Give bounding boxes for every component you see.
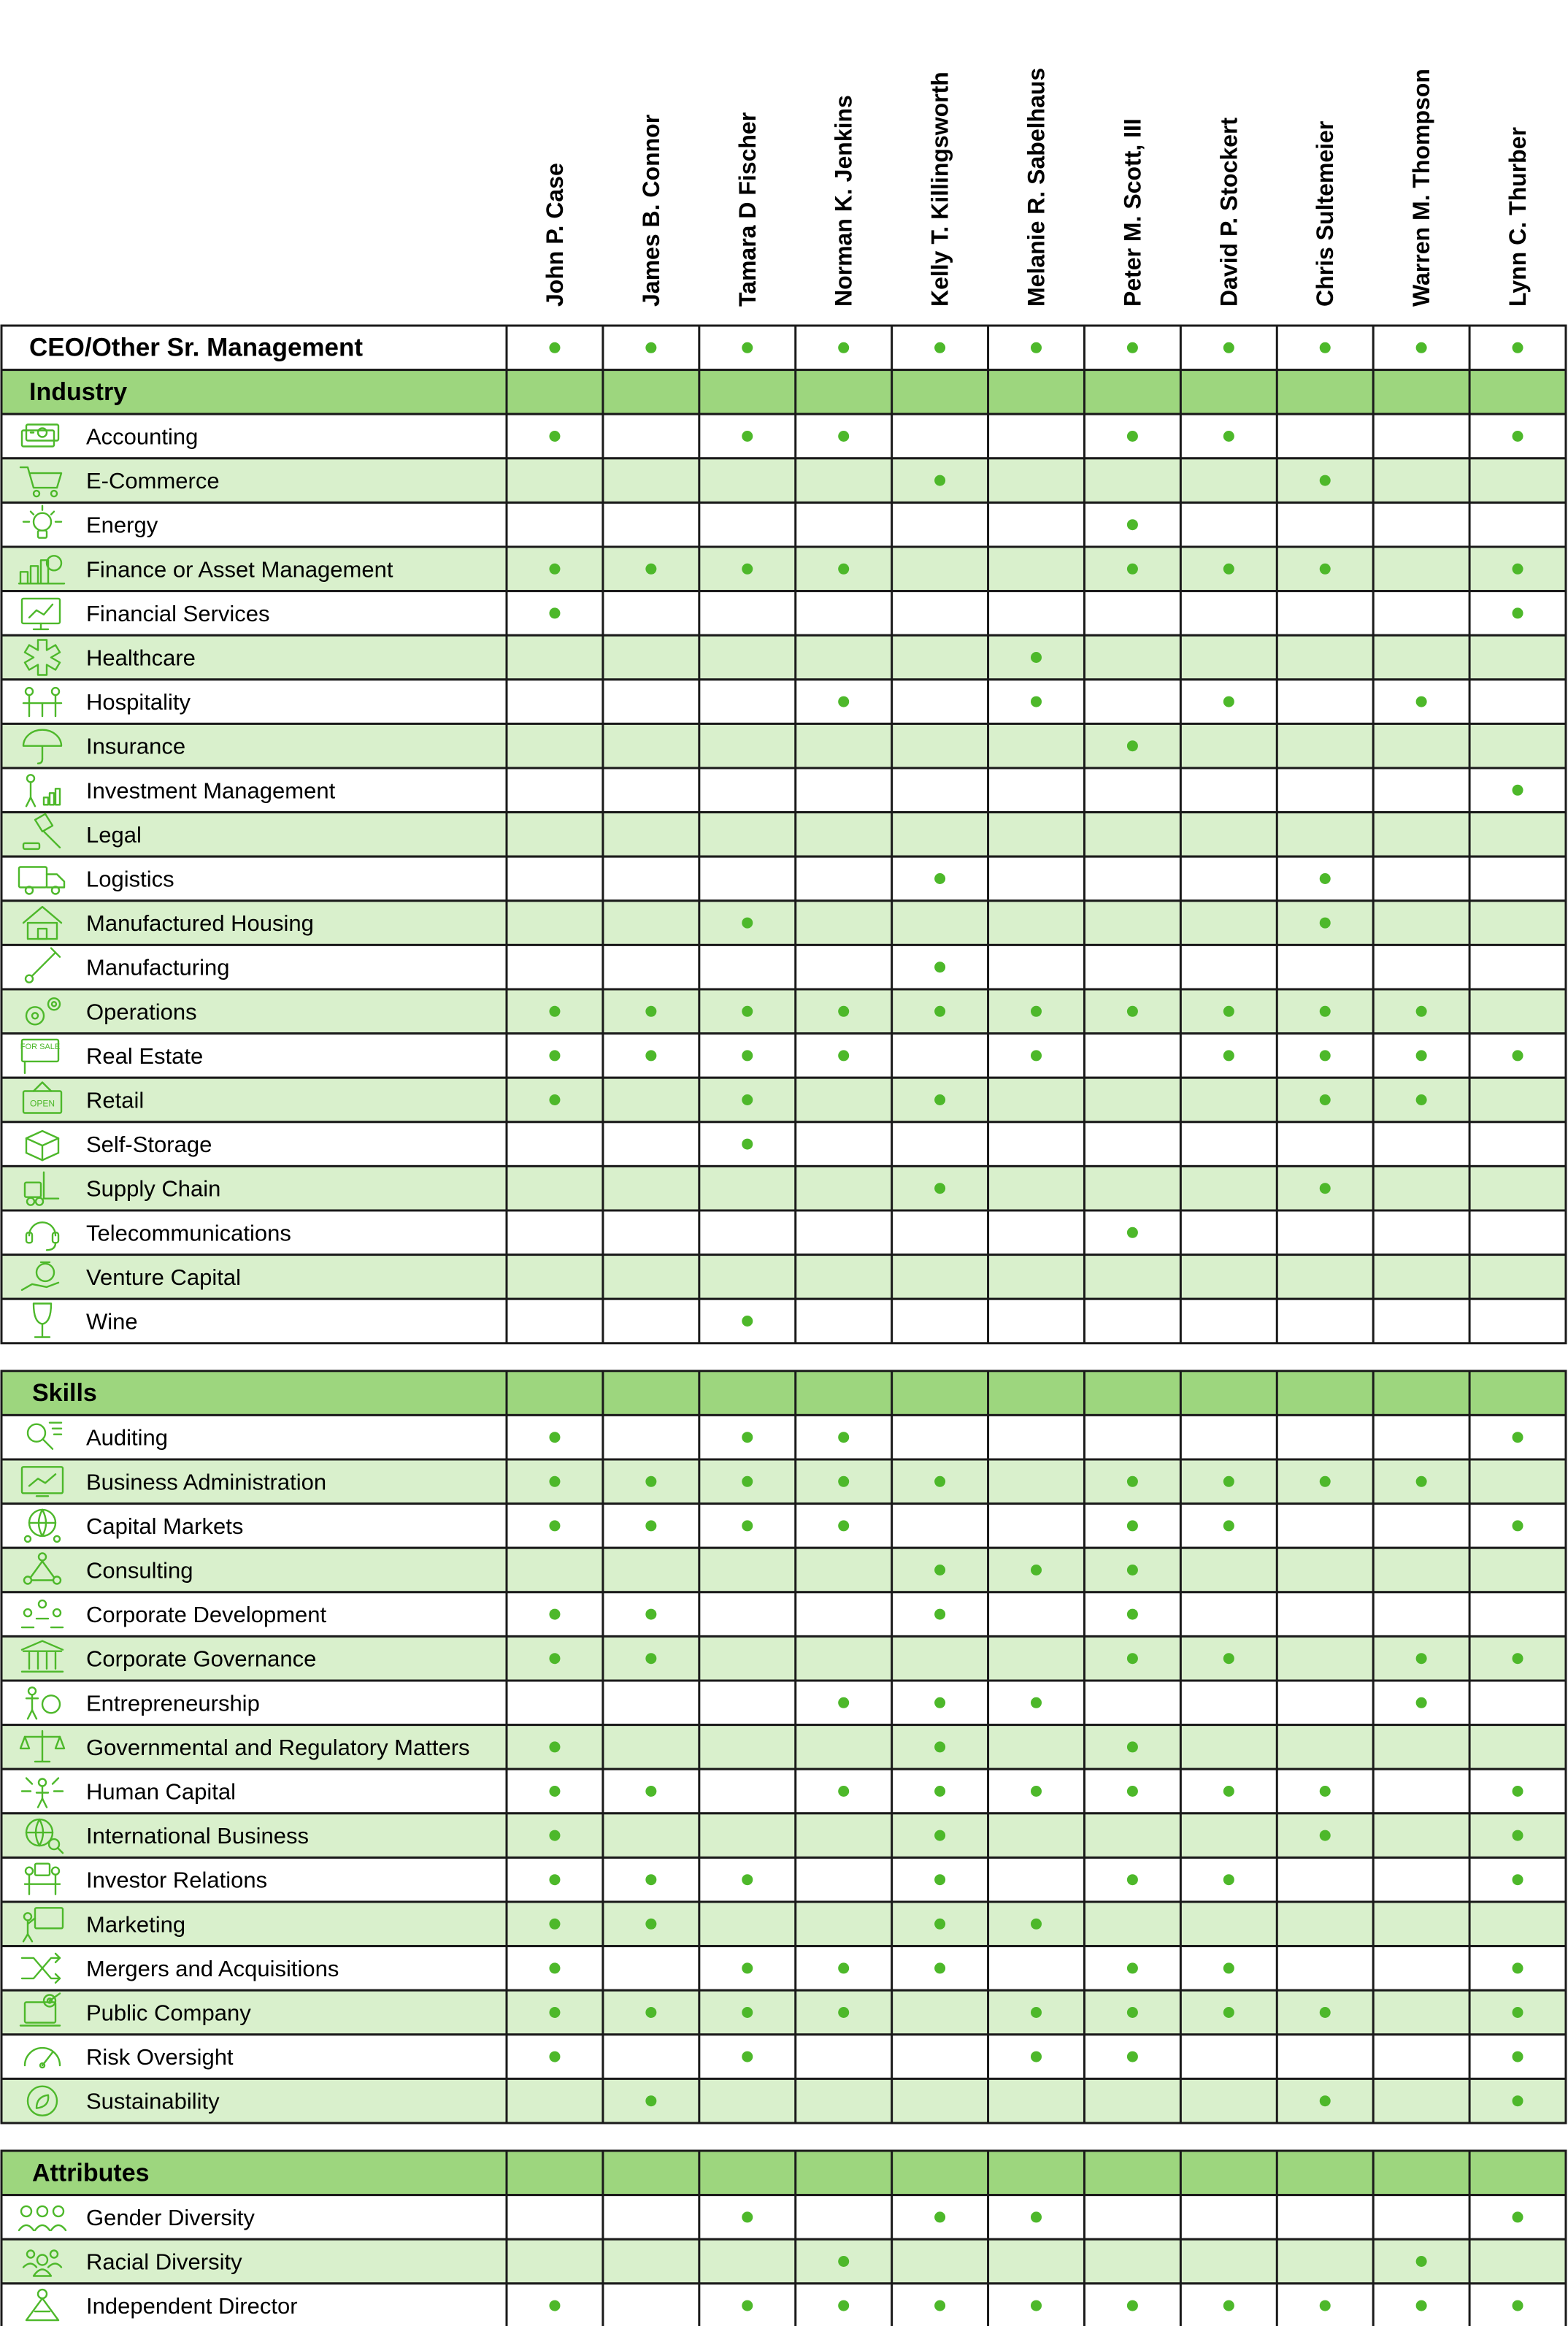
row-label: Entrepreneurship xyxy=(86,1690,260,1716)
check-dot xyxy=(1127,2007,1138,2018)
row-label: Auditing xyxy=(86,1424,169,1451)
check-dot xyxy=(742,2211,753,2222)
table-row xyxy=(1,1990,1566,2035)
check-dot xyxy=(1223,564,1234,575)
check-dot xyxy=(1127,1741,1138,1752)
row-label: Energy xyxy=(86,512,158,538)
check-dot xyxy=(549,342,560,353)
check-dot xyxy=(645,1050,656,1061)
row-label: Wine xyxy=(86,1308,138,1335)
table-row xyxy=(1,1857,1566,1902)
row-label: Attributes xyxy=(32,2159,150,2187)
director-header: Warren M. Thompson xyxy=(1408,69,1435,307)
check-dot xyxy=(1127,431,1138,442)
check-dot xyxy=(549,1741,560,1752)
check-dot xyxy=(1416,1697,1427,1708)
table-row xyxy=(1,1592,1566,1637)
table-row xyxy=(1,945,1566,989)
check-dot xyxy=(1513,2095,1523,2106)
check-dot xyxy=(1223,342,1234,353)
table-row xyxy=(1,901,1566,945)
row-label: International Business xyxy=(86,1823,310,1849)
check-dot xyxy=(549,564,560,575)
row-label: Retail xyxy=(86,1087,145,1113)
check-dot xyxy=(1223,1786,1234,1797)
check-dot xyxy=(1513,2211,1523,2222)
check-dot xyxy=(549,1520,560,1531)
check-dot xyxy=(1513,1786,1523,1797)
check-dot xyxy=(838,1050,849,1061)
row-label: Business Administration xyxy=(86,1469,327,1495)
section-header-industry xyxy=(1,370,1566,415)
row-label: Capital Markets xyxy=(86,1513,244,1539)
row-label: Investor Relations xyxy=(86,1867,268,1893)
check-dot xyxy=(838,1476,849,1487)
table-row xyxy=(1,2195,1566,2240)
check-dot xyxy=(1127,1565,1138,1575)
check-dot xyxy=(934,1874,945,1885)
check-dot xyxy=(1223,2007,1234,2018)
check-dot xyxy=(1223,1874,1234,1885)
check-dot xyxy=(1320,2300,1331,2311)
check-dot xyxy=(645,1609,656,1620)
check-dot xyxy=(1320,342,1331,353)
check-dot xyxy=(742,1006,753,1017)
table-row xyxy=(1,414,1566,458)
table-row xyxy=(1,1034,1566,1078)
check-dot xyxy=(934,1697,945,1708)
check-dot xyxy=(1127,1962,1138,1973)
check-dot xyxy=(934,1565,945,1575)
row-label: Insurance xyxy=(86,733,186,759)
row-label: Skills xyxy=(32,1379,97,1408)
row-label: Racial Diversity xyxy=(86,2249,242,2275)
check-dot xyxy=(934,1006,945,1017)
check-dot xyxy=(1513,1962,1523,1973)
table-row xyxy=(1,2284,1566,2326)
check-dot xyxy=(1320,1830,1331,1841)
check-dot xyxy=(838,696,849,707)
check-dot xyxy=(1223,1653,1234,1664)
check-dot xyxy=(1127,1006,1138,1017)
check-dot xyxy=(1031,342,1042,353)
director-header: Norman K. Jenkins xyxy=(830,95,857,307)
row-label: Logistics xyxy=(86,866,174,892)
row-label: Industry xyxy=(29,377,128,406)
check-dot xyxy=(549,1609,560,1620)
check-dot xyxy=(742,342,753,353)
check-dot xyxy=(1223,1962,1234,1973)
check-dot xyxy=(1127,2300,1138,2311)
svg-text:OPEN: OPEN xyxy=(29,1098,55,1109)
check-dot xyxy=(645,1520,656,1531)
check-dot xyxy=(1513,431,1523,442)
table-row xyxy=(1,813,1566,857)
check-dot xyxy=(1320,1006,1331,1017)
check-dot xyxy=(1127,1227,1138,1238)
table-row xyxy=(1,502,1566,547)
check-dot xyxy=(1416,2256,1427,2267)
check-dot xyxy=(549,1432,560,1443)
row-label: Risk Oversight xyxy=(86,2044,234,2070)
check-dot xyxy=(838,342,849,353)
check-dot xyxy=(1513,1432,1523,1443)
check-dot xyxy=(549,2300,560,2311)
check-dot xyxy=(934,1741,945,1752)
row-label: Self-Storage xyxy=(86,1132,212,1158)
check-dot xyxy=(1320,2007,1331,2018)
check-dot xyxy=(742,1139,753,1150)
check-dot xyxy=(549,1786,560,1797)
check-dot xyxy=(1031,1697,1042,1708)
row-label: Finance or Asset Management xyxy=(86,556,393,583)
check-dot xyxy=(1513,2051,1523,2062)
row-label: Supply Chain xyxy=(86,1175,221,1202)
check-dot xyxy=(549,1874,560,1885)
check-dot xyxy=(934,1476,945,1487)
table-row xyxy=(1,1902,1566,1946)
svg-text:FOR SALE: FOR SALE xyxy=(20,1042,61,1051)
check-dot xyxy=(549,2007,560,2018)
check-dot xyxy=(645,342,656,353)
check-dot xyxy=(1416,1006,1427,1017)
table-row xyxy=(1,989,1566,1034)
table-row xyxy=(1,768,1566,813)
row-label: Manufactured Housing xyxy=(86,910,314,937)
check-dot xyxy=(1513,2007,1523,2018)
check-dot xyxy=(1127,519,1138,530)
check-dot xyxy=(742,1962,753,1973)
row-label: Manufacturing xyxy=(86,954,230,980)
check-dot xyxy=(1223,2300,1234,2311)
row-label: Public Company xyxy=(86,2000,251,2026)
check-dot xyxy=(1513,1653,1523,1664)
check-dot xyxy=(1031,1050,1042,1061)
check-dot xyxy=(1223,1520,1234,1531)
row-label: Real Estate xyxy=(86,1043,204,1069)
table-row xyxy=(1,1255,1566,1300)
check-dot xyxy=(645,2007,656,2018)
check-dot xyxy=(549,1830,560,1841)
director-header: David P. Stockert xyxy=(1215,117,1242,307)
table-row xyxy=(1,1459,1566,1504)
check-dot xyxy=(838,1962,849,1973)
check-dot xyxy=(742,918,753,929)
check-dot xyxy=(1513,785,1523,796)
check-dot xyxy=(838,431,849,442)
check-dot xyxy=(1320,475,1331,486)
check-dot xyxy=(549,1919,560,1930)
check-dot xyxy=(934,962,945,972)
row-label: Corporate Governance xyxy=(86,1646,317,1672)
row-label: Hospitality xyxy=(86,689,191,715)
check-dot xyxy=(934,1094,945,1105)
row-label: Telecommunications xyxy=(86,1220,291,1246)
table-row xyxy=(1,1681,1566,1725)
check-dot xyxy=(1127,342,1138,353)
section-header-skills xyxy=(1,1371,1566,1416)
check-dot xyxy=(934,1786,945,1797)
director-header: Kelly T. Killingsworth xyxy=(926,72,953,307)
table-row xyxy=(1,723,1566,768)
check-dot xyxy=(934,1962,945,1973)
check-dot xyxy=(1127,740,1138,751)
check-dot xyxy=(742,2007,753,2018)
check-dot xyxy=(838,1697,849,1708)
check-dot xyxy=(742,2051,753,2062)
check-dot xyxy=(1320,564,1331,575)
table-row xyxy=(1,1548,1566,1592)
check-dot xyxy=(645,1653,656,1664)
check-dot xyxy=(1320,1476,1331,1487)
table-row xyxy=(1,1725,1566,1770)
check-dot xyxy=(742,564,753,575)
row-label: Venture Capital xyxy=(86,1264,241,1290)
table-row xyxy=(1,635,1566,680)
table-row xyxy=(1,458,1566,503)
check-dot xyxy=(549,1653,560,1664)
table-row xyxy=(1,1210,1566,1255)
check-dot xyxy=(1416,1653,1427,1664)
table-row xyxy=(1,1769,1566,1813)
row-label: Healthcare xyxy=(86,645,196,671)
check-dot xyxy=(1416,2300,1427,2311)
check-dot xyxy=(645,1919,656,1930)
check-dot xyxy=(1223,1476,1234,1487)
check-dot xyxy=(549,1006,560,1017)
check-dot xyxy=(645,1476,656,1487)
check-dot xyxy=(549,431,560,442)
check-dot xyxy=(1513,2300,1523,2311)
row-label: CEO/Other Sr. Management xyxy=(29,333,364,362)
check-dot xyxy=(934,1609,945,1620)
table-row xyxy=(1,2239,1566,2284)
check-dot xyxy=(742,1432,753,1443)
check-dot xyxy=(1320,1786,1331,1797)
row-label: Financial Services xyxy=(86,600,270,626)
table-row xyxy=(1,1299,1566,1343)
row-label: E-Commerce xyxy=(86,468,220,494)
check-dot xyxy=(1320,2095,1331,2106)
row-label: Governmental and Regulatory Matters xyxy=(86,1734,470,1760)
check-dot xyxy=(549,2051,560,2062)
table-row xyxy=(1,547,1566,591)
check-dot xyxy=(1416,1476,1427,1487)
table-row xyxy=(1,680,1566,724)
row-label: Legal xyxy=(86,821,142,848)
check-dot xyxy=(1031,1565,1042,1575)
check-dot xyxy=(549,1050,560,1061)
table-row xyxy=(1,1813,1566,1858)
row-label: Consulting xyxy=(86,1557,193,1584)
check-dot xyxy=(1127,564,1138,575)
check-dot xyxy=(1223,696,1234,707)
check-dot xyxy=(934,1830,945,1841)
table-row xyxy=(1,1415,1566,1459)
director-header: Lynn C. Thurber xyxy=(1504,127,1532,307)
table-row xyxy=(1,2079,1566,2123)
row-label: Accounting xyxy=(86,423,199,450)
check-dot xyxy=(1513,564,1523,575)
check-dot xyxy=(742,1874,753,1885)
director-header: John P. Case xyxy=(541,163,568,307)
table-row xyxy=(1,1122,1566,1167)
check-dot xyxy=(934,342,945,353)
check-dot xyxy=(1320,1183,1331,1194)
row-label: Independent Director xyxy=(86,2293,298,2319)
check-dot xyxy=(1223,1006,1234,1017)
check-dot xyxy=(1416,342,1427,353)
check-dot xyxy=(838,564,849,575)
check-dot xyxy=(934,873,945,884)
table-row xyxy=(1,1166,1566,1210)
table-row xyxy=(1,856,1566,901)
check-dot xyxy=(742,431,753,442)
check-dot xyxy=(1320,1094,1331,1105)
row-label: Mergers and Acquisitions xyxy=(86,1955,339,1981)
table-row xyxy=(1,1078,1566,1122)
check-dot xyxy=(645,2095,656,2106)
check-dot xyxy=(934,475,945,486)
check-dot xyxy=(1513,1874,1523,1885)
check-dot xyxy=(934,1919,945,1930)
row-label: Gender Diversity xyxy=(86,2204,255,2230)
row-label: Investment Management xyxy=(86,778,336,804)
check-dot xyxy=(645,564,656,575)
check-dot xyxy=(1320,918,1331,929)
check-dot xyxy=(1127,1653,1138,1664)
check-dot xyxy=(1031,2007,1042,2018)
check-dot xyxy=(645,1874,656,1885)
director-header: James B. Connor xyxy=(637,114,664,307)
check-dot xyxy=(1127,1520,1138,1531)
check-dot xyxy=(838,2300,849,2311)
check-dot xyxy=(742,1476,753,1487)
check-dot xyxy=(838,1432,849,1443)
check-dot xyxy=(1127,1874,1138,1885)
check-dot xyxy=(742,1094,753,1105)
check-dot xyxy=(1127,1476,1138,1487)
director-header: Melanie R. Sabelhaus xyxy=(1023,67,1050,307)
check-dot xyxy=(1320,873,1331,884)
check-dot xyxy=(549,1962,560,1973)
check-dot xyxy=(838,2256,849,2267)
table-row xyxy=(1,1636,1566,1681)
check-dot xyxy=(1031,2051,1042,2062)
check-dot xyxy=(1031,1786,1042,1797)
check-dot xyxy=(1513,1520,1523,1531)
check-dot xyxy=(1513,342,1523,353)
section-header-attributes xyxy=(1,2151,1566,2195)
check-dot xyxy=(1127,1786,1138,1797)
check-dot xyxy=(1223,431,1234,442)
director-header: Chris Sultemeier xyxy=(1312,120,1339,307)
director-header: Tamara D Fischer xyxy=(734,112,761,307)
check-dot xyxy=(742,2300,753,2311)
ceo-row xyxy=(1,326,1566,370)
table-row xyxy=(1,1504,1566,1548)
director-header: Peter M. Scott, III xyxy=(1119,118,1146,307)
check-dot xyxy=(1416,696,1427,707)
check-dot xyxy=(838,1786,849,1797)
row-label: Human Capital xyxy=(86,1778,237,1805)
check-dot xyxy=(549,1476,560,1487)
check-dot xyxy=(1031,2300,1042,2311)
check-dot xyxy=(1031,1919,1042,1930)
check-dot xyxy=(742,1050,753,1061)
check-dot xyxy=(1127,2051,1138,2062)
check-dot xyxy=(1416,1094,1427,1105)
check-dot xyxy=(1127,1609,1138,1620)
check-dot xyxy=(934,2300,945,2311)
check-dot xyxy=(838,2007,849,2018)
check-dot xyxy=(742,1520,753,1531)
check-dot xyxy=(1031,696,1042,707)
check-dot xyxy=(838,1520,849,1531)
row-label: Marketing xyxy=(86,1911,186,1938)
check-dot xyxy=(1031,652,1042,663)
check-dot xyxy=(1513,1050,1523,1061)
check-dot xyxy=(549,1094,560,1105)
check-dot xyxy=(645,1786,656,1797)
table-row xyxy=(1,1946,1566,1991)
row-label: Operations xyxy=(86,999,197,1025)
check-dot xyxy=(934,2211,945,2222)
check-dot xyxy=(1320,1050,1331,1061)
table-row xyxy=(1,591,1566,636)
check-dot xyxy=(1223,1050,1234,1061)
table-row xyxy=(1,2035,1566,2079)
check-dot xyxy=(645,1006,656,1017)
check-dot xyxy=(1031,1006,1042,1017)
check-dot xyxy=(1513,607,1523,618)
check-dot xyxy=(1031,2211,1042,2222)
check-dot xyxy=(549,607,560,618)
check-dot xyxy=(838,1006,849,1017)
check-dot xyxy=(742,1316,753,1327)
row-label: Sustainability xyxy=(86,2088,220,2114)
check-dot xyxy=(1513,1830,1523,1841)
row-label: Corporate Development xyxy=(86,1602,327,1628)
check-dot xyxy=(934,1183,945,1194)
check-dot xyxy=(1416,1050,1427,1061)
